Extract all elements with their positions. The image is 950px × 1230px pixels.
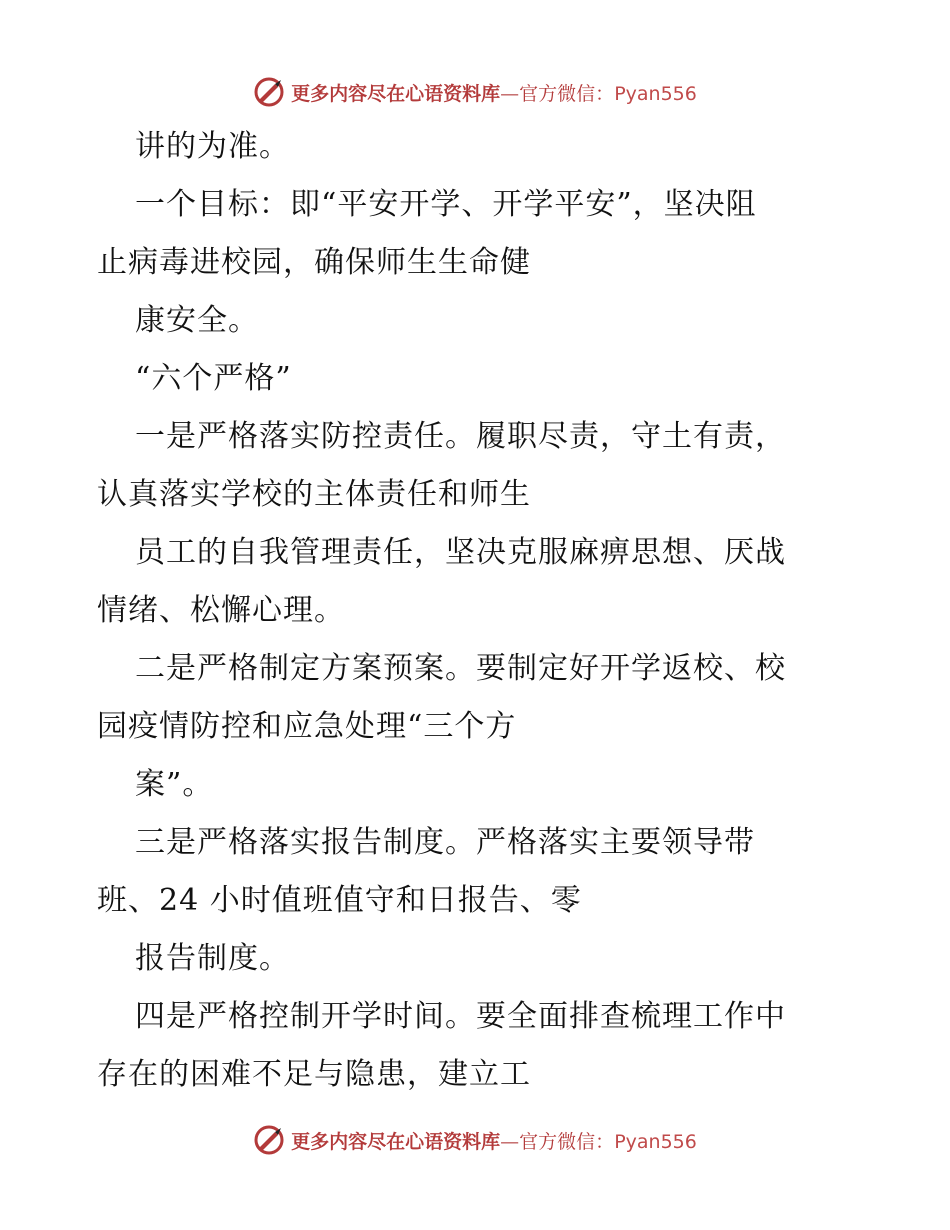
footer-banner-official: 官方微信： [519, 1130, 615, 1153]
footer-banner-wechat-id: Pyan556 [614, 1130, 697, 1153]
text-line: 案”。 [135, 767, 214, 802]
text-line: 认真落实学校的主体责任和师生 [97, 477, 531, 512]
logo-icon [253, 76, 285, 108]
header-banner-separator: — [500, 82, 520, 105]
document-body [97, 118, 857, 1104]
footer-banner-main: 更多内容尽在心语资料库 [291, 1130, 501, 1153]
header-banner-wechat-id: Pyan556 [614, 82, 697, 105]
text-line: 园疫情防控和应急处理“三个方 [97, 709, 517, 744]
header-banner [0, 72, 950, 112]
text-line: 二是严格制定方案预案。要制定好开学返校、校 [135, 651, 786, 686]
text-line: 康安全。 [135, 303, 259, 338]
text-line: 报告制度。 [135, 941, 290, 976]
header-banner-official: 官方微信： [519, 82, 615, 105]
text-line: 讲的为准。 [135, 129, 290, 164]
text-line: “六个严格” [135, 361, 292, 396]
text-line: 三是严格落实报告制度。严格落实主要领导带 [135, 825, 755, 860]
text-line: 班、24 小时值班值守和日报告、零 [97, 883, 582, 918]
footer-banner [0, 1120, 950, 1160]
text-line: 一个目标：即“平安开学、开学平安”，坚决阻 [135, 187, 757, 222]
text-line: 一是严格落实防控责任。履职尽责，守土有责， [135, 419, 786, 454]
text-line: 四是严格控制开学时间。要全面排查梳理工作中 [135, 999, 786, 1034]
footer-banner-separator: — [500, 1130, 520, 1153]
logo-icon [253, 1124, 285, 1156]
text-line: 情绪、松懈心理。 [97, 593, 345, 628]
text-line: 存在的困难不足与隐患，建立工 [97, 1057, 531, 1092]
text-line: 员工的自我管理责任，坚决克服麻痹思想、厌战 [135, 535, 786, 570]
text-line: 止病毒进校园，确保师生生命健 [97, 245, 531, 280]
header-banner-main: 更多内容尽在心语资料库 [291, 82, 501, 105]
